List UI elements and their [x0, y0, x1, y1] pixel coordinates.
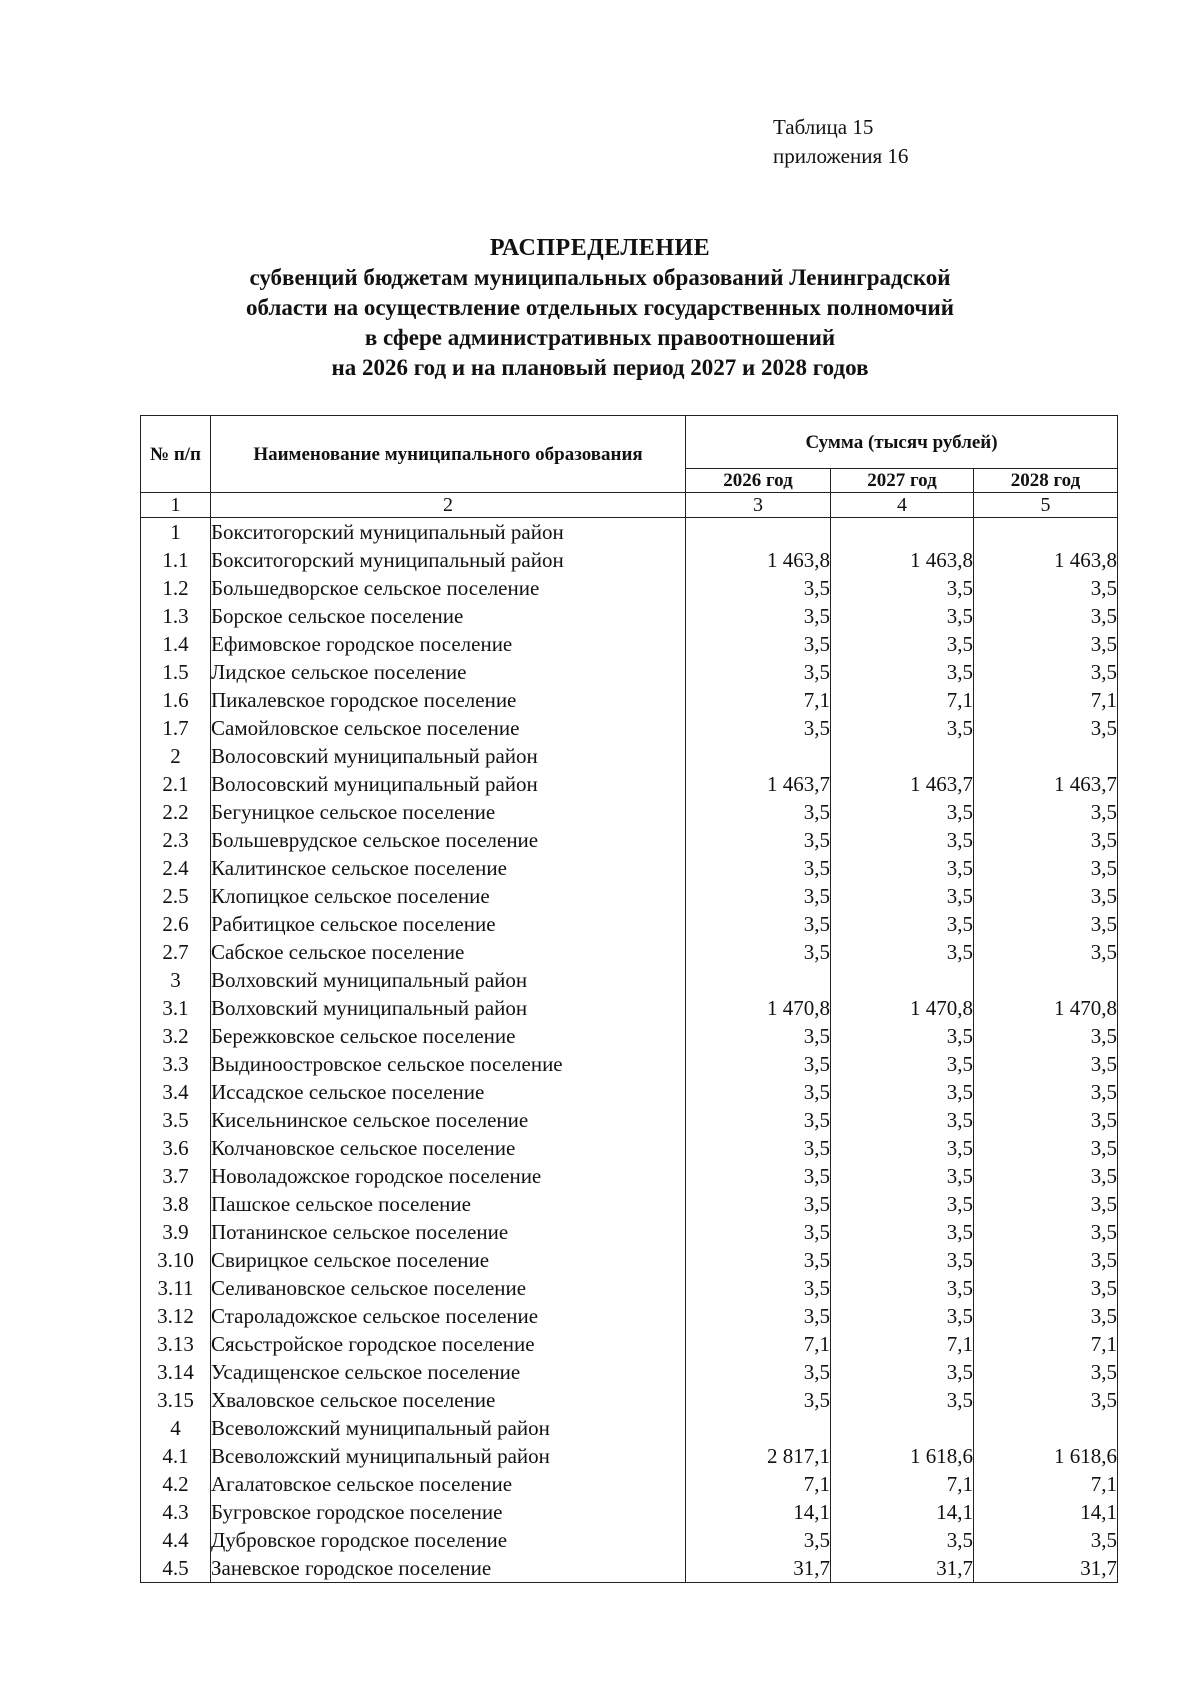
table-row [141, 658, 1118, 686]
col-number-3: 3 [686, 493, 831, 518]
row-number: 3.10 [141, 1246, 211, 1274]
table-row [141, 994, 1118, 1022]
row-number: 3.6 [141, 1134, 211, 1162]
amount-2026: 3,5 [686, 1162, 831, 1190]
amount-2028 [974, 1414, 1118, 1442]
municipality-name: Иссадское сельское поселение [211, 1078, 686, 1106]
amount-2027: 3,5 [831, 798, 974, 826]
amount-2026 [686, 518, 831, 547]
row-number: 3 [141, 966, 211, 994]
amount-2027: 3,5 [831, 602, 974, 630]
table-row [141, 1498, 1118, 1526]
table-row [141, 574, 1118, 602]
amount-2026: 3,5 [686, 1302, 831, 1330]
row-number: 1.5 [141, 658, 211, 686]
amount-2027: 3,5 [831, 1526, 974, 1554]
table-row [141, 770, 1118, 798]
amount-2028: 3,5 [974, 1358, 1118, 1386]
table-row [141, 1414, 1118, 1442]
municipality-name: Усадищенское сельское поселение [211, 1358, 686, 1386]
amount-2028: 3,5 [974, 854, 1118, 882]
municipality-name: Пикалевское городское поселение [211, 686, 686, 714]
row-number: 1.6 [141, 686, 211, 714]
amount-2027: 3,5 [831, 1190, 974, 1218]
amount-2028: 3,5 [974, 1162, 1118, 1190]
amount-2027: 3,5 [831, 1162, 974, 1190]
amount-2028: 3,5 [974, 1078, 1118, 1106]
table-row [141, 1050, 1118, 1078]
amount-2028 [974, 966, 1118, 994]
amount-2028: 3,5 [974, 630, 1118, 658]
row-number: 3.11 [141, 1274, 211, 1302]
municipality-name: Всеволожский муниципальный район [211, 1414, 686, 1442]
amount-2028: 1 470,8 [974, 994, 1118, 1022]
amount-2028: 1 463,7 [974, 770, 1118, 798]
table-row [141, 1218, 1118, 1246]
amount-2028: 3,5 [974, 714, 1118, 742]
amount-2027: 3,5 [831, 882, 974, 910]
row-number: 3.13 [141, 1330, 211, 1358]
table-row [141, 1526, 1118, 1554]
row-number: 2.3 [141, 826, 211, 854]
table-row [141, 1162, 1118, 1190]
municipality-name: Бокситогорский муниципальный район [211, 546, 686, 574]
amount-2026: 3,5 [686, 1218, 831, 1246]
amount-2027: 1 463,8 [831, 546, 974, 574]
amount-2026: 7,1 [686, 1330, 831, 1358]
table-row [141, 938, 1118, 966]
municipality-name: Селивановское сельское поселение [211, 1274, 686, 1302]
title-line-1: субвенций бюджетам муниципальных образований Ленинградской [249, 265, 951, 290]
table-row [141, 518, 1118, 547]
amount-2026: 2 817,1 [686, 1442, 831, 1470]
amount-2026: 3,5 [686, 1190, 831, 1218]
amount-2026: 3,5 [686, 882, 831, 910]
amount-2027 [831, 966, 974, 994]
municipality-name: Всеволожский муниципальный район [211, 1442, 686, 1470]
amount-2027: 3,5 [831, 1218, 974, 1246]
header-2027: 2027 год [831, 469, 974, 493]
municipality-name: Выдиноостровское сельское поселение [211, 1050, 686, 1078]
amount-2027: 3,5 [831, 1106, 974, 1134]
amount-2027: 3,5 [831, 658, 974, 686]
header-num: № п/п [141, 416, 211, 493]
amount-2027: 14,1 [831, 1498, 974, 1526]
amount-2028: 3,5 [974, 658, 1118, 686]
table-row [141, 1470, 1118, 1498]
amount-2028: 3,5 [974, 1050, 1118, 1078]
amount-2026: 3,5 [686, 630, 831, 658]
amount-2026: 3,5 [686, 1106, 831, 1134]
amount-2027: 3,5 [831, 938, 974, 966]
amount-2028: 14,1 [974, 1498, 1118, 1526]
amount-2027: 3,5 [831, 1246, 974, 1274]
row-number: 4.5 [141, 1554, 211, 1583]
title-line-4: на 2026 год и на плановый период 2027 и 2028 годов [331, 355, 869, 380]
amount-2026 [686, 966, 831, 994]
amount-2026: 3,5 [686, 574, 831, 602]
row-number: 3.3 [141, 1050, 211, 1078]
amount-2027: 3,5 [831, 630, 974, 658]
amount-2027 [831, 742, 974, 770]
row-number: 2.1 [141, 770, 211, 798]
amount-2027 [831, 518, 974, 547]
table-row [141, 854, 1118, 882]
municipality-name: Агалатовское сельское поселение [211, 1470, 686, 1498]
row-number: 3.2 [141, 1022, 211, 1050]
amount-2026: 3,5 [686, 1134, 831, 1162]
row-number: 1.7 [141, 714, 211, 742]
municipality-name: Большедворское сельское поселение [211, 574, 686, 602]
row-number: 3.9 [141, 1218, 211, 1246]
amount-2026: 3,5 [686, 1050, 831, 1078]
municipality-name: Заневское городское поселение [211, 1554, 686, 1583]
municipality-name: Волховский муниципальный район [211, 994, 686, 1022]
row-number: 2 [141, 742, 211, 770]
amount-2026: 3,5 [686, 938, 831, 966]
row-number: 1.4 [141, 630, 211, 658]
amount-2026: 3,5 [686, 658, 831, 686]
row-number: 2.7 [141, 938, 211, 966]
municipality-name: Потанинское сельское поселение [211, 1218, 686, 1246]
table-row [141, 1134, 1118, 1162]
municipality-name: Староладожское сельское поселение [211, 1302, 686, 1330]
amount-2028: 3,5 [974, 1302, 1118, 1330]
amount-2028: 3,5 [974, 1190, 1118, 1218]
amount-2028: 7,1 [974, 1470, 1118, 1498]
table-row [141, 1386, 1118, 1414]
amount-2027: 3,5 [831, 1302, 974, 1330]
amount-2028: 3,5 [974, 938, 1118, 966]
table-row [141, 1190, 1118, 1218]
amount-2026: 3,5 [686, 1022, 831, 1050]
municipality-name: Сясьстройское городское поселение [211, 1330, 686, 1358]
amount-2026: 1 463,7 [686, 770, 831, 798]
title-line-3: в сфере административных правоотношений [364, 325, 836, 350]
amount-2027: 3,5 [831, 854, 974, 882]
municipality-name: Самойловское сельское поселение [211, 714, 686, 742]
amount-2026: 3,5 [686, 602, 831, 630]
amount-2027: 3,5 [831, 1134, 974, 1162]
table-number: Таблица 15 [773, 115, 874, 139]
header-name: Наименование муниципального образования [211, 416, 686, 493]
table-row [141, 602, 1118, 630]
amount-2027: 3,5 [831, 910, 974, 938]
header-2026: 2026 год [686, 469, 831, 493]
amount-2026: 3,5 [686, 854, 831, 882]
distribution-table [140, 415, 1118, 1583]
table-row [141, 1106, 1118, 1134]
municipality-name: Бугровское городское поселение [211, 1498, 686, 1526]
table-row [141, 1302, 1118, 1330]
amount-2028: 1 618,6 [974, 1442, 1118, 1470]
row-number: 3.4 [141, 1078, 211, 1106]
amount-2027: 3,5 [831, 714, 974, 742]
municipality-name: Волосовский муниципальный район [211, 770, 686, 798]
amount-2028: 3,5 [974, 1386, 1118, 1414]
row-number: 1 [141, 518, 211, 547]
amount-2028: 3,5 [974, 1274, 1118, 1302]
amount-2028 [974, 742, 1118, 770]
amount-2027: 3,5 [831, 1386, 974, 1414]
row-number: 2.5 [141, 882, 211, 910]
municipality-name: Борское сельское поселение [211, 602, 686, 630]
municipality-name: Новоладожское городское поселение [211, 1162, 686, 1190]
amount-2026: 1 463,8 [686, 546, 831, 574]
col-number-5: 5 [974, 493, 1118, 518]
municipality-name: Калитинское сельское поселение [211, 854, 686, 882]
municipality-name: Рабитицкое сельское поселение [211, 910, 686, 938]
municipality-name: Сабское сельское поселение [211, 938, 686, 966]
amount-2027: 7,1 [831, 686, 974, 714]
table-row [141, 686, 1118, 714]
amount-2026: 3,5 [686, 1358, 831, 1386]
table-row [141, 714, 1118, 742]
document-title [160, 233, 1040, 383]
amount-2028 [974, 518, 1118, 547]
amount-2028: 31,7 [974, 1554, 1118, 1583]
municipality-name: Бегуницкое сельское поселение [211, 798, 686, 826]
row-number: 1.3 [141, 602, 211, 630]
amount-2026: 3,5 [686, 1274, 831, 1302]
amount-2028: 3,5 [974, 798, 1118, 826]
municipality-name: Кисельнинское сельское поселение [211, 1106, 686, 1134]
amount-2026 [686, 1414, 831, 1442]
title-line-2: области на осуществление отдельных государственных полномочий [246, 295, 954, 320]
municipality-name: Дубровское городское поселение [211, 1526, 686, 1554]
amount-2026 [686, 742, 831, 770]
municipality-name: Пашское сельское поселение [211, 1190, 686, 1218]
amount-2028: 3,5 [974, 1106, 1118, 1134]
row-number: 1.2 [141, 574, 211, 602]
table-reference [773, 113, 908, 171]
col-number-4: 4 [831, 493, 974, 518]
amount-2028: 3,5 [974, 826, 1118, 854]
amount-2027: 31,7 [831, 1554, 974, 1583]
amount-2028: 3,5 [974, 1134, 1118, 1162]
table-row [141, 1078, 1118, 1106]
row-number: 2.4 [141, 854, 211, 882]
amount-2026: 3,5 [686, 1246, 831, 1274]
row-number: 3.1 [141, 994, 211, 1022]
row-number: 4.1 [141, 1442, 211, 1470]
row-number: 3.14 [141, 1358, 211, 1386]
title-main: РАСПРЕДЕЛЕНИЕ [489, 235, 711, 261]
municipality-name: Волосовский муниципальный район [211, 742, 686, 770]
municipality-name: Клопицкое сельское поселение [211, 882, 686, 910]
amount-2028: 3,5 [974, 1218, 1118, 1246]
table-row [141, 826, 1118, 854]
amount-2026: 3,5 [686, 910, 831, 938]
header-2028: 2028 год [974, 469, 1118, 493]
col-number-2: 2 [211, 493, 686, 518]
row-number: 2.6 [141, 910, 211, 938]
amount-2027: 1 470,8 [831, 994, 974, 1022]
table-body [141, 518, 1118, 1583]
table-row [141, 1246, 1118, 1274]
amount-2027: 1 618,6 [831, 1442, 974, 1470]
row-number: 2.2 [141, 798, 211, 826]
row-number: 3.7 [141, 1162, 211, 1190]
amount-2028: 7,1 [974, 1330, 1118, 1358]
amount-2026: 7,1 [686, 1470, 831, 1498]
municipality-name: Большеврудское сельское поселение [211, 826, 686, 854]
amount-2026: 3,5 [686, 1078, 831, 1106]
table-row [141, 1554, 1118, 1583]
row-number: 4 [141, 1414, 211, 1442]
row-number: 3.12 [141, 1302, 211, 1330]
amount-2027: 3,5 [831, 574, 974, 602]
municipality-name: Бережковское сельское поселение [211, 1022, 686, 1050]
amount-2026: 3,5 [686, 1526, 831, 1554]
amount-2027: 3,5 [831, 1050, 974, 1078]
row-number: 4.4 [141, 1526, 211, 1554]
table-row [141, 882, 1118, 910]
amount-2028: 3,5 [974, 910, 1118, 938]
amount-2028: 3,5 [974, 1246, 1118, 1274]
row-number: 4.3 [141, 1498, 211, 1526]
table-row [141, 1442, 1118, 1470]
amount-2027: 3,5 [831, 1022, 974, 1050]
municipality-name: Колчановское сельское поселение [211, 1134, 686, 1162]
amount-2026: 3,5 [686, 1386, 831, 1414]
municipality-name: Хваловское сельское поселение [211, 1386, 686, 1414]
amount-2027: 3,5 [831, 1358, 974, 1386]
table-row [141, 1022, 1118, 1050]
table-row [141, 966, 1118, 994]
amount-2026: 3,5 [686, 798, 831, 826]
table-row [141, 546, 1118, 574]
table-row [141, 1274, 1118, 1302]
amount-2028: 1 463,8 [974, 546, 1118, 574]
amount-2026: 3,5 [686, 826, 831, 854]
table-row [141, 742, 1118, 770]
municipality-name: Свирицкое сельское поселение [211, 1246, 686, 1274]
col-number-1: 1 [141, 493, 211, 518]
row-number: 3.8 [141, 1190, 211, 1218]
amount-2027: 1 463,7 [831, 770, 974, 798]
row-number: 1.1 [141, 546, 211, 574]
table-row [141, 798, 1118, 826]
amount-2028: 3,5 [974, 602, 1118, 630]
amount-2028: 3,5 [974, 1022, 1118, 1050]
amount-2026: 31,7 [686, 1554, 831, 1583]
row-number: 3.5 [141, 1106, 211, 1134]
amount-2026: 3,5 [686, 714, 831, 742]
table-row [141, 1358, 1118, 1386]
amount-2028: 7,1 [974, 686, 1118, 714]
municipality-name: Волховский муниципальный район [211, 966, 686, 994]
amount-2027 [831, 1414, 974, 1442]
amount-2027: 7,1 [831, 1470, 974, 1498]
amount-2026: 14,1 [686, 1498, 831, 1526]
amount-2027: 3,5 [831, 1078, 974, 1106]
appendix-number: приложения 16 [773, 144, 909, 168]
row-number: 4.2 [141, 1470, 211, 1498]
municipality-name: Бокситогорский муниципальный район [211, 518, 686, 547]
municipality-name: Ефимовское городское поселение [211, 630, 686, 658]
table-row [141, 630, 1118, 658]
table-row [141, 1330, 1118, 1358]
amount-2028: 3,5 [974, 1526, 1118, 1554]
table-row [141, 910, 1118, 938]
amount-2027: 3,5 [831, 826, 974, 854]
amount-2027: 7,1 [831, 1330, 974, 1358]
amount-2026: 7,1 [686, 686, 831, 714]
amount-2026: 1 470,8 [686, 994, 831, 1022]
amount-2028: 3,5 [974, 882, 1118, 910]
municipality-name: Лидское сельское поселение [211, 658, 686, 686]
amount-2028: 3,5 [974, 574, 1118, 602]
amount-2027: 3,5 [831, 1274, 974, 1302]
row-number: 3.15 [141, 1386, 211, 1414]
header-sum: Сумма (тысяч рублей) [686, 416, 1118, 469]
